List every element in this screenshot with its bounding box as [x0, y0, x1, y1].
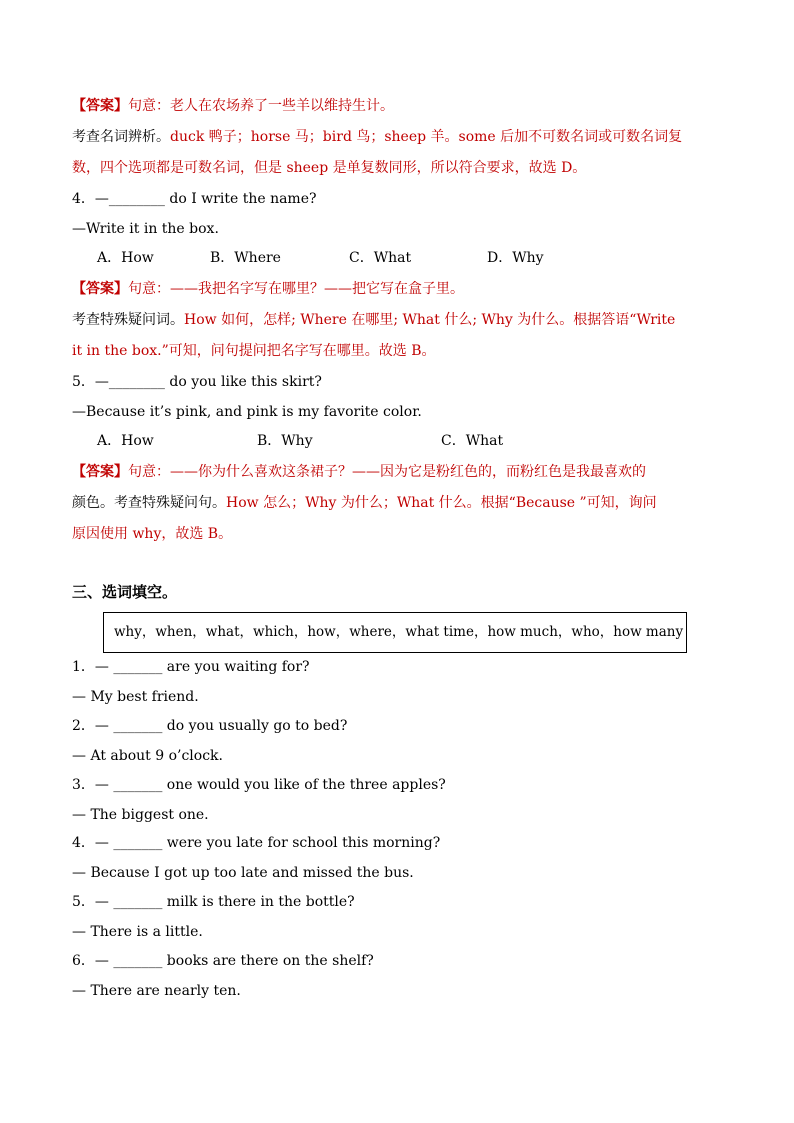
- fill-answer-6: — There are nearly ten.: [72, 983, 241, 999]
- q4-analysis-line-2: it in the box.”可知，问句提问把名字写在哪里。故选 B。: [72, 343, 436, 359]
- answer-text: 句意：——我把名字写在哪里？——把它写在盒子里。: [128, 281, 464, 297]
- q4-reply: —Write it in the box.: [72, 221, 219, 237]
- fill-answer-4: — Because I got up too late and missed the bus.: [72, 865, 414, 881]
- fill-answer-2: — At about 9 o’clock.: [72, 748, 223, 764]
- answer-label: 【答案】: [72, 98, 128, 114]
- q5-analysis-line-2: 原因使用 why，故选 B。: [72, 526, 233, 542]
- word-bank-box: [103, 612, 687, 653]
- fill-question-1: 1．— _______ are you waiting for?: [72, 659, 310, 675]
- q4-answer-line: [72, 279, 464, 299]
- q4-option-b: B．Where: [210, 250, 281, 266]
- q3-analysis-line-2: 数，四个选项都是可数名词，但是 sheep 是单复数同形，所以符合要求，故选 D。: [72, 160, 587, 176]
- q5-analysis-line-1: 颜色。考查特殊疑问句。How 怎么；Why 为什么；What 什么。根据“Because ”可知，询问: [72, 495, 657, 511]
- q4-stem: 4．—________ do I write the name?: [72, 191, 317, 207]
- q5-option-b: B．Why: [257, 433, 313, 449]
- word-bank-text: why，when，what，which，how，where，what time，how much，who，how many: [114, 624, 684, 640]
- q4-option-c: C．What: [349, 250, 412, 266]
- q5-stem: 5．—________ do you like this skirt?: [72, 374, 322, 390]
- fill-question-5: 5．— _______ milk is there in the bottle?: [72, 894, 355, 910]
- answer-text: 句意：老人在农场养了一些羊以维持生计。: [128, 98, 394, 114]
- q3-analysis-line-1: 考查名词辨析。duck 鸭子；horse 马；bird 鸟；sheep 羊。some 后加不可数名词或可数名词复: [72, 129, 683, 145]
- fill-question-6: 6．— _______ books are there on the shelf?: [72, 953, 374, 969]
- fill-question-4: 4．— _______ were you late for school this morning?: [72, 835, 441, 851]
- fill-answer-5: — There is a little.: [72, 924, 203, 940]
- fill-question-2: 2．— _______ do you usually go to bed?: [72, 718, 348, 734]
- q4-option-d: D．Why: [487, 250, 544, 266]
- q5-answer-line: [72, 462, 646, 482]
- fill-answer-3: — The biggest one.: [72, 807, 209, 823]
- answer-label: 【答案】: [72, 464, 128, 480]
- q5-option-a: A．How: [97, 433, 154, 449]
- q5-option-c: C．What: [441, 433, 504, 449]
- q3-answer-line: [72, 96, 394, 116]
- q5-reply: —Because it’s pink, and pink is my favorite color.: [72, 404, 422, 420]
- q4-analysis-line-1: 考查特殊疑问词。How 如何，怎样; Where 在哪里; What 什么; Why 为什么。根据答语“Write: [72, 312, 676, 328]
- section-title: 三、选词填空。: [72, 583, 178, 601]
- answer-label: 【答案】: [72, 281, 128, 297]
- fill-question-3: 3．— _______ one would you like of the three apples?: [72, 777, 446, 793]
- fill-answer-1: — My best friend.: [72, 689, 199, 705]
- q4-option-a: A．How: [97, 250, 154, 266]
- answer-text: 句意：——你为什么喜欢这条裙子？——因为它是粉红色的，而粉红色是我最喜欢的: [128, 464, 646, 480]
